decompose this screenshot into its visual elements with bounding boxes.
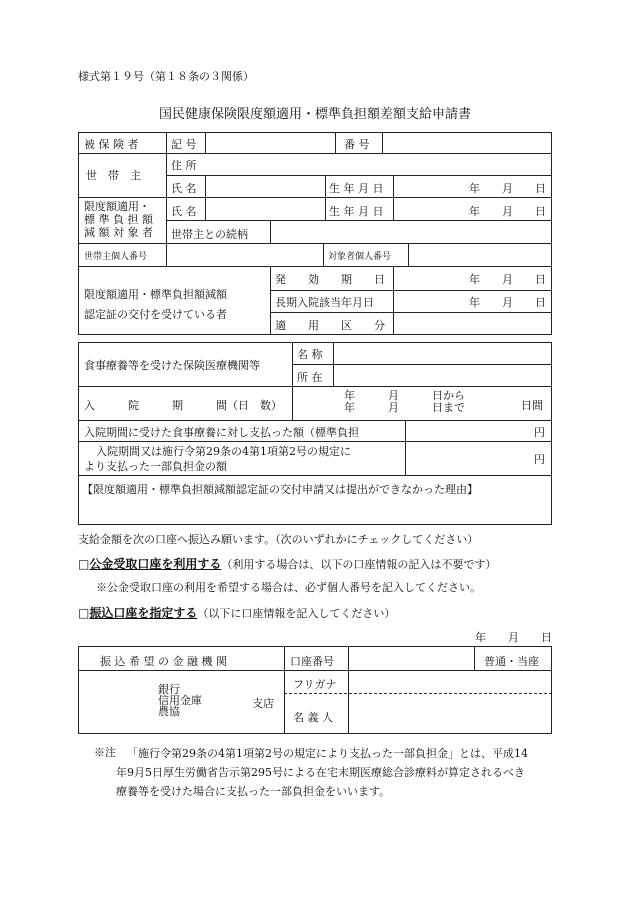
note-mark: ※注 (94, 746, 116, 759)
householder-personal-number-field[interactable] (167, 244, 322, 265)
householder-birth-label: 生 年 月 日 (329, 182, 384, 195)
option-public-account-sub: ※公金受取口座の利用を希望する場合は、必ず個人番号を記入してください。 (96, 581, 481, 594)
institution-label: 食事療養等を受けた保険医療機関等 (84, 359, 260, 372)
target-name-field[interactable] (206, 198, 324, 219)
reason-label: 【限度額適用・標準負担額減額認定証の交付申請又は提出ができなかった理由】 (82, 483, 478, 496)
institution-name-label: 名 称 (297, 348, 323, 361)
page-title: 国民健康保険限度額適用・標準負担額差額支給申請書 (158, 107, 471, 122)
insured-label: 被 保 険 者 (84, 138, 139, 151)
householder-birth-date[interactable]: 年 月 日 (469, 182, 546, 195)
institution-address-field[interactable] (334, 365, 550, 385)
longterm-date[interactable]: 年 月 日 (469, 296, 546, 309)
target-personal-number-field[interactable] (409, 244, 550, 265)
account-holder-field[interactable] (349, 695, 550, 732)
option-designated-account[interactable]: □振込口座を指定する（以下に口座情報を記入してください） (78, 606, 396, 620)
bank-type-options[interactable]: 銀行 信用金庫 農協 (158, 683, 202, 718)
branch-label: 支店 (252, 697, 274, 710)
furigana-field[interactable] (349, 671, 550, 692)
checkbox-icon[interactable]: □ (78, 606, 90, 620)
option-public-account[interactable]: □公金受取口座を利用する（利用する場合は、以下の口座情報の記入は不要です） (78, 557, 497, 571)
insured-number-label: 番 号 (344, 138, 370, 151)
category-field[interactable] (394, 313, 550, 333)
checkbox-icon[interactable]: □ (78, 557, 90, 571)
account-number-field[interactable] (349, 647, 473, 669)
target-birth-date[interactable]: 年 月 日 (469, 205, 546, 218)
insured-number-field[interactable] (383, 133, 550, 152)
furigana-label: フリガナ (293, 678, 337, 691)
relation-label: 世帯主との続柄 (171, 228, 248, 241)
householder-name-field[interactable] (206, 176, 324, 196)
transfer-request: 支給金額を次の口座へ振込み願います。（次のいずれかにチェックしてください） (78, 533, 479, 546)
account-number-label: 口座番号 (290, 655, 334, 668)
bank-institution-label: 振 込 希 望 の 金 融 機 関 (100, 655, 227, 668)
certificate-holder-label: 限度額適用・標準負担額減額 認定証の交付を受けている者 (84, 288, 227, 321)
householder-address-field[interactable] (206, 154, 550, 174)
target-person-label: 限度額適用・ 標 準 負 担 額 減 額 対 象 者 (84, 200, 153, 239)
hospital-period-dates[interactable]: 年 月 日から 年 月 日まで (344, 389, 465, 414)
account-type[interactable]: 普通・当座 (484, 655, 539, 668)
meal-payment-yen[interactable]: 円 (534, 426, 545, 439)
target-birth-label: 生 年 月 日 (329, 205, 384, 218)
form-number: 様式第１９号（第１８条の３関係） (78, 70, 254, 83)
reason-field[interactable] (79, 497, 550, 523)
category-label: 適 用 区 分 (275, 319, 385, 332)
effective-date[interactable]: 年 月 日 (469, 273, 546, 286)
hospital-period-label: 入 院 期 間（日 数） (84, 399, 282, 412)
target-personal-number-label: 対象者個人番号 (328, 252, 392, 262)
insured-symbol-field[interactable] (206, 133, 334, 152)
target-name-label: 氏 名 (171, 205, 197, 218)
effective-date-label: 発 効 期 日 (275, 273, 385, 286)
longterm-date-label: 長期入院該当年月日 (275, 296, 374, 309)
application-date[interactable]: 年 月 日 (475, 631, 552, 644)
note-text-cont: 年9月5日厚生労働省告示第295号による在宅末期医療総合診療料が算定されるべき 療養等を受けた場合に支払った一部負担金をいいます。 (116, 766, 525, 798)
meal-payment-label: 入院期間に受けた食事療養に対し支払った額（標準負担 (84, 426, 359, 439)
partial-payment-label: 入院期間又は施行令第29条の4第1項第2号の規定に より支払った一部負担金の額 (84, 445, 351, 473)
note-text: 「施行令第29条の4第1項第2号の規定により支払った一部負担金」とは、平成14 (127, 747, 528, 760)
institution-address-label: 所 在 (297, 371, 323, 384)
householder-name-label: 氏 名 (171, 182, 197, 195)
relation-field[interactable] (271, 221, 550, 242)
householder-label: 世 帯 主 (86, 169, 141, 182)
institution-name-field[interactable] (334, 343, 550, 363)
account-holder-label: 名 義 人 (293, 711, 333, 724)
householder-address-label: 住 所 (171, 159, 197, 172)
hospital-days-label: 日間 (521, 399, 543, 412)
insured-symbol-label: 記 号 (171, 138, 197, 151)
householder-personal-number-label: 世帯主個人番号 (84, 252, 148, 262)
partial-payment-yen[interactable]: 円 (534, 453, 545, 466)
